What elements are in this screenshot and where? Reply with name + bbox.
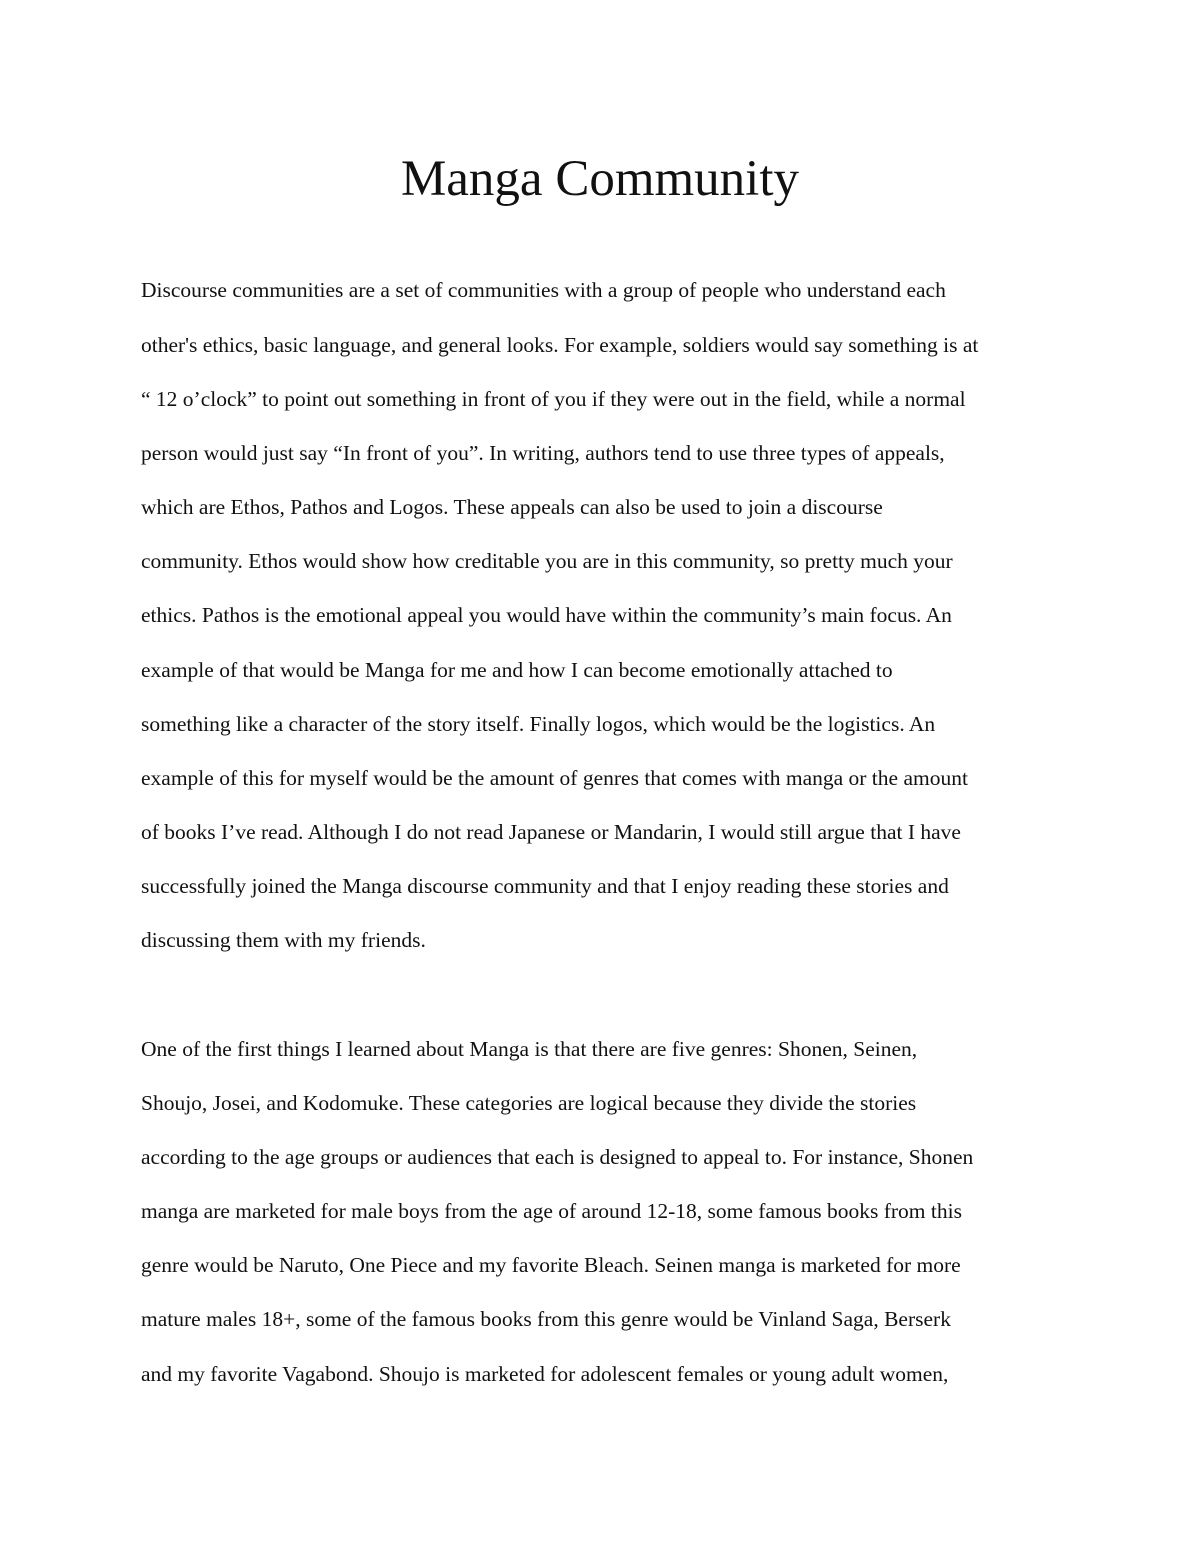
paragraph-line: Shoujo, Josei, and Kodomuke. These categories are logical because they divide the stories — [141, 1091, 917, 1115]
paragraph-line: according to the age groups or audiences that each is designed to appeal to. For instance, Shonen — [141, 1145, 974, 1169]
paragraph-line: other's ethics, basic language, and general looks. For example, soldiers would say something is at — [141, 333, 979, 357]
document-title: Manga Community — [400, 151, 800, 207]
paragraph-line: person would just say “In front of you”. In writing, authors tend to use three types of appeals, — [141, 441, 945, 465]
paragraph-line: manga are marketed for male boys from the age of around 12-18, some famous books from this — [141, 1199, 962, 1223]
paragraph-line: Discourse communities are a set of communities with a group of people who understand each — [141, 278, 946, 302]
paragraph-line: something like a character of the story itself. Finally logos, which would be the logistics. An — [141, 712, 936, 736]
paragraph-line: community. Ethos would show how creditable you are in this community, so pretty much your — [141, 549, 953, 573]
paragraph-line: discussing them with my friends. — [141, 928, 426, 952]
paragraph-line: of books I’ve read. Although I do not read Japanese or Mandarin, I would still argue that I have — [141, 820, 961, 844]
paragraph-line: mature males 18+, some of the famous books from this genre would be Vinland Saga, Berserk — [141, 1307, 951, 1331]
paragraph-line: successfully joined the Manga discourse community and that I enjoy reading these stories and — [141, 874, 949, 898]
paragraph-line: ethics. Pathos is the emotional appeal you would have within the community’s main focus. An — [141, 603, 952, 627]
paragraph-line: genre would be Naruto, One Piece and my favorite Bleach. Seinen manga is marketed for more — [141, 1253, 961, 1277]
paragraph-line: and my favorite Vagabond. Shoujo is marketed for adolescent females or young adult women, — [141, 1362, 949, 1386]
paragraph-line: “ 12 o’clock” to point out something in front of you if they were out in the field, while a normal — [141, 387, 966, 411]
paragraph-line: which are Ethos, Pathos and Logos. These appeals can also be used to join a discourse — [141, 495, 883, 519]
paragraph-line: One of the first things I learned about Manga is that there are five genres: Shonen, Seinen, — [141, 1037, 918, 1061]
paragraph-line: example of that would be Manga for me and how I can become emotionally attached to — [141, 658, 893, 682]
paragraph-line: example of this for myself would be the amount of genres that comes with manga or the amount — [141, 766, 968, 790]
